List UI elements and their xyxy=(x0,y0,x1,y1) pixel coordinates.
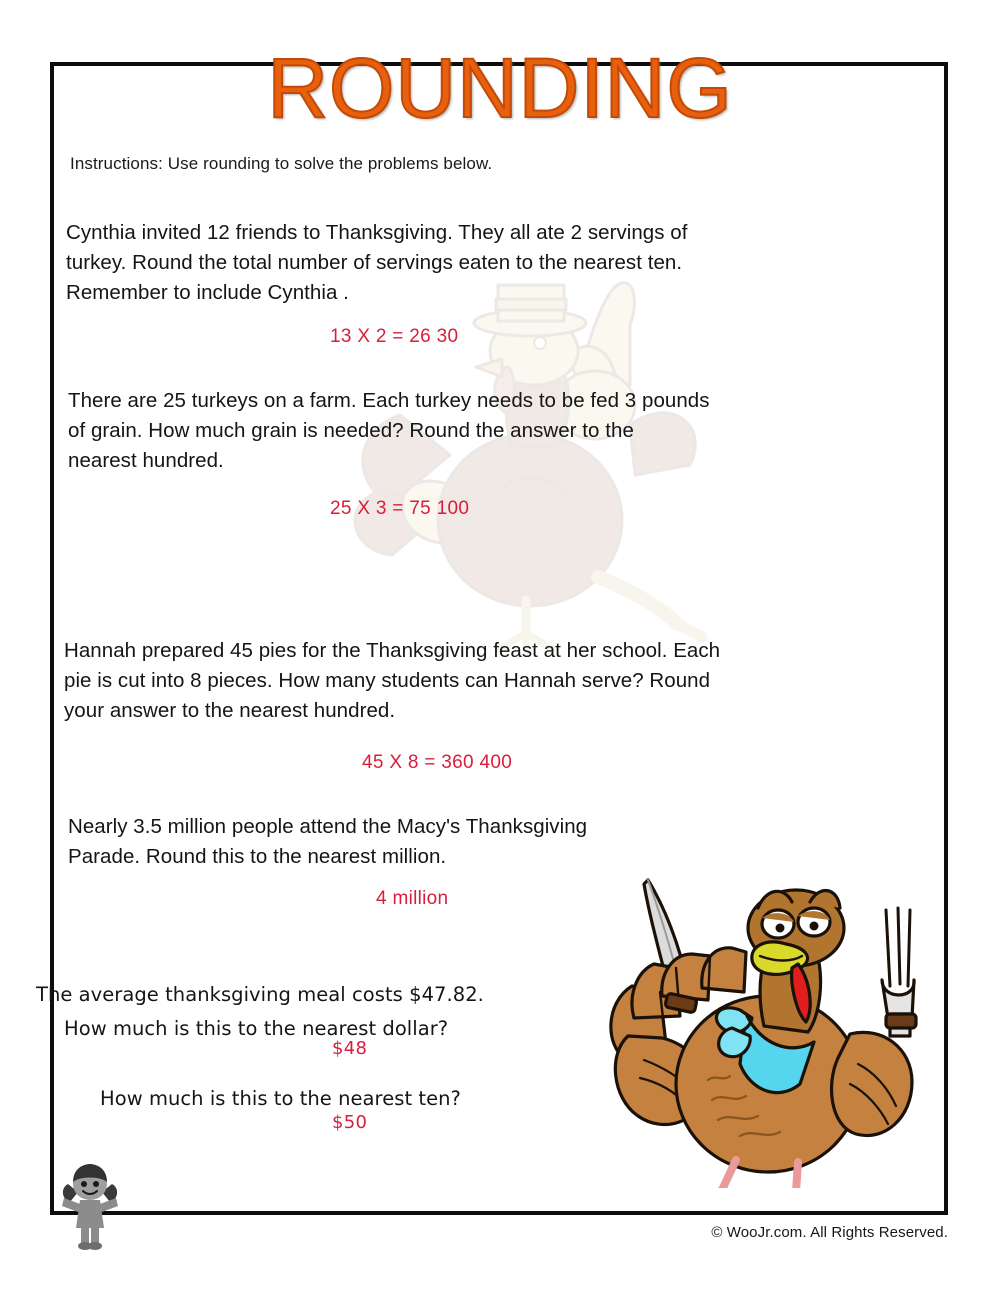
problem-5-text xyxy=(36,978,596,1046)
problem-5-answer-dollar: $48 xyxy=(332,1038,368,1059)
problem-2-line-2: of grain. How much grain is needed? Round the answer to the xyxy=(68,419,634,442)
problem-3-answer: 45 X 8 = 360 400 xyxy=(362,752,513,773)
page-title: ROUNDING xyxy=(267,41,733,135)
problem-4-text xyxy=(68,812,788,872)
problem-1-line-2: turkey. Round the total number of servings eaten to the nearest ten. xyxy=(66,251,683,274)
problem-5-line-2: How much is this to the nearest dollar? xyxy=(64,1017,449,1040)
problem-1-answer: 13 X 2 = 26 30 xyxy=(330,326,459,347)
problem-5-line-1: The average thanksgiving meal costs $47.82. xyxy=(36,983,484,1006)
problem-2-answer: 25 X 3 = 75 100 xyxy=(330,498,470,519)
problem-5-followup-question: How much is this to the nearest ten? xyxy=(100,1087,461,1110)
problem-2-line-1: There are 25 turkeys on a farm. Each turkey needs to be fed 3 pounds xyxy=(68,389,710,412)
problem-3-text xyxy=(64,636,909,726)
problem-4-answer: 4 million xyxy=(376,888,449,909)
problem-1-line-1: Cynthia invited 12 friends to Thanksgiving. They all ate 2 servings of xyxy=(66,221,688,244)
ninja-girl-mascot-icon xyxy=(58,1158,122,1250)
problem-3-line-2: pie is cut into 8 pieces. How many students can Hannah serve? Round xyxy=(64,669,711,692)
problem-1-text xyxy=(66,218,896,308)
footer-copyright: © WooJr.com. All Rights Reserved. xyxy=(711,1224,948,1241)
problem-3-line-1: Hannah prepared 45 pies for the Thanksgiving feast at her school. Each xyxy=(64,639,721,662)
problem-5-answer-ten: $50 xyxy=(332,1112,368,1133)
problem-3-line-3: your answer to the nearest hundred. xyxy=(64,699,396,722)
problem-4-line-2: Parade. Round this to the nearest million. xyxy=(68,845,447,868)
turkey-with-utensils-illustration xyxy=(600,868,940,1188)
problem-2-text xyxy=(68,386,898,476)
instructions-line: Instructions: Use rounding to solve the problems below. xyxy=(70,154,493,173)
problem-4-line-1: Nearly 3.5 million people attend the Macy's Thanksgiving xyxy=(68,815,588,838)
problem-1-line-3: Remember to include Cynthia . xyxy=(66,281,349,304)
problem-2-line-3: nearest hundred. xyxy=(68,449,224,472)
